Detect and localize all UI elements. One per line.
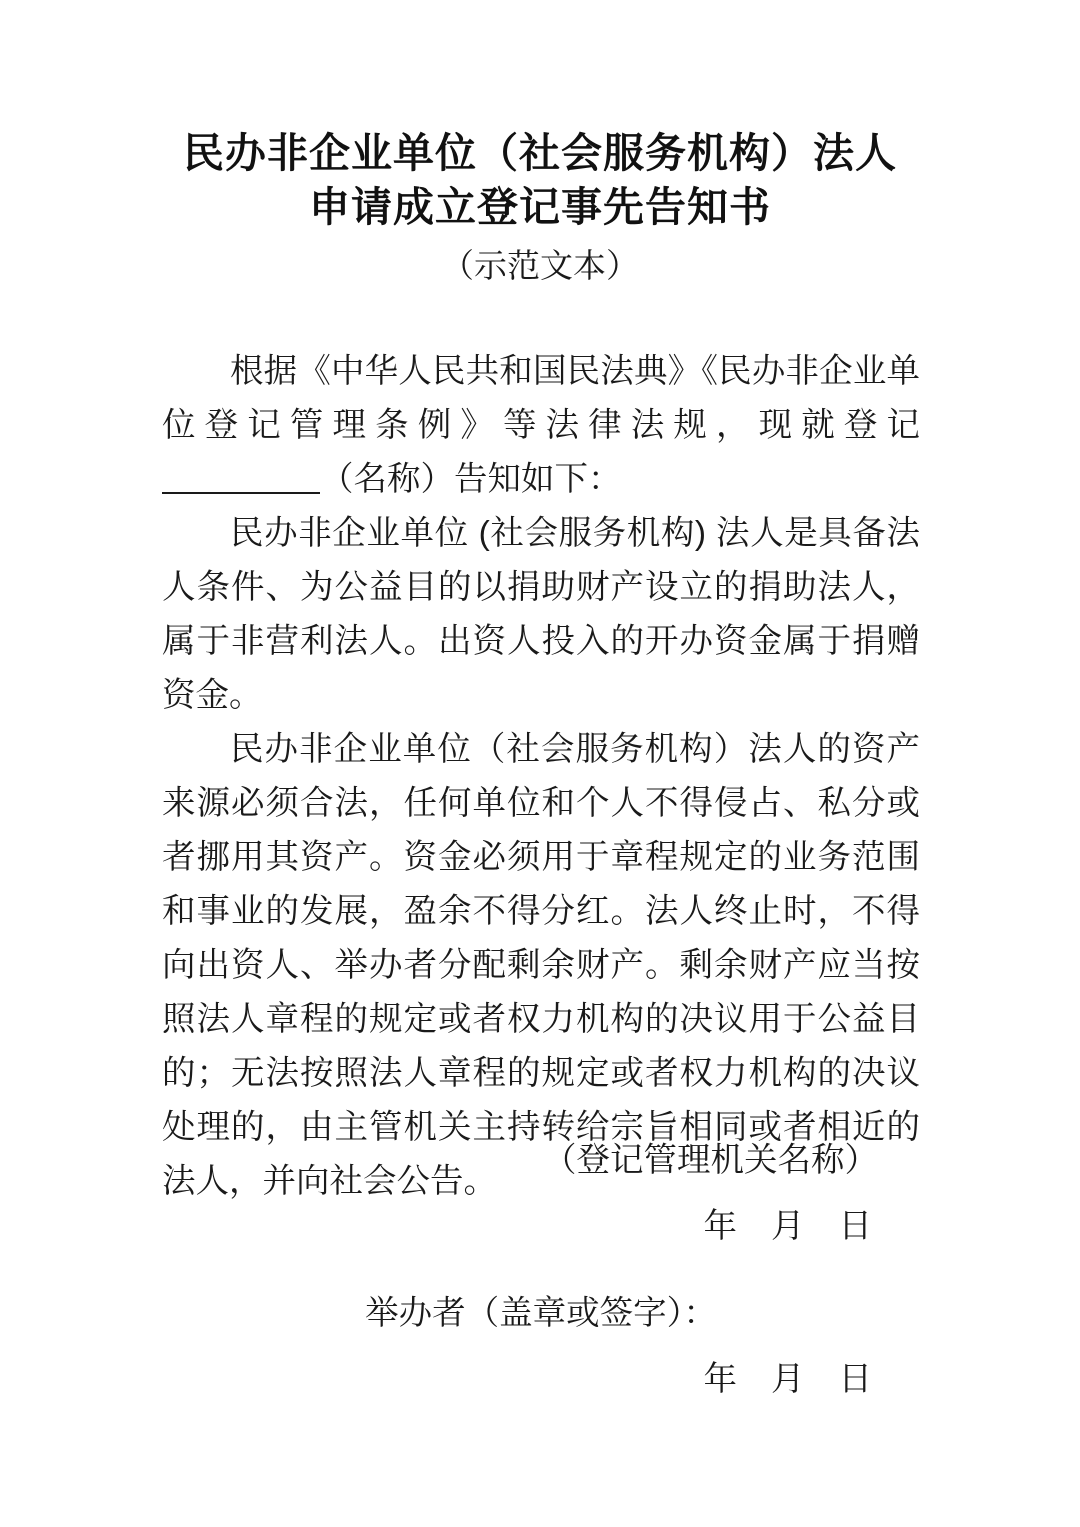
paragraph-1 bbox=[162, 345, 920, 507]
authority-date-year: 年 bbox=[703, 1208, 737, 1245]
paragraph-3: 民办非企业单位（社会服务机构）法人的资产来源必须合法，任何单位和个人不得侵占、私分或者挪用其资产。资金必须用于章程规定的业务范围和事业的发展，盈余不得分红。法人终止时，不得向出资人、举办者分配剩余财产。剩余财产应当按照法人章程的规定或者权力机构的决议用于公益目的；无法按照法人章程的规定或者权力机构的决议处理的，由主管机关主持转给宗旨相同或者相近的法人，并向社会公告。 bbox=[162, 731, 920, 1200]
title-line-1: 民办非企业单位（社会服务机构）法人 bbox=[183, 130, 897, 176]
title-line-2: 申请成立登记事先告知书 bbox=[309, 184, 771, 230]
organization-name-blank[interactable] bbox=[162, 492, 320, 494]
paragraph-1-text-after-blank: （名称）告知如下： bbox=[320, 461, 622, 498]
paragraph-1-text-before-blank: 根据《中华人民共和国民法典》《民办非企业单位登记管理条例》等法律法规，现就登记 bbox=[162, 353, 920, 444]
document-subtitle: （示范文本） bbox=[441, 247, 639, 284]
organizer-date-year: 年 bbox=[703, 1361, 737, 1398]
registration-authority-date bbox=[162, 1203, 920, 1251]
organizer-date bbox=[162, 1356, 920, 1404]
registration-authority-signature-block bbox=[162, 1137, 920, 1251]
authority-date-day: 日 bbox=[838, 1208, 872, 1245]
organizer-date-month: 月 bbox=[771, 1361, 805, 1398]
registration-authority-name: （登记管理机关名称） bbox=[543, 1142, 878, 1179]
organizer-signature-block bbox=[162, 1290, 920, 1404]
organizer-date-day: 日 bbox=[838, 1361, 872, 1398]
document-body bbox=[162, 345, 920, 1209]
authority-date-month: 月 bbox=[771, 1208, 805, 1245]
document-title bbox=[0, 126, 1080, 234]
organizer-label: 举办者（盖章或签字）： bbox=[365, 1295, 717, 1332]
paragraph-2: 民办非企业单位 (社会服务机构) 法人是具备法人条件、为公益目的以捐助财产设立的捐助法人，属于非营利法人。出资人投入的开办资金属于捐赠资金。 bbox=[162, 515, 920, 714]
